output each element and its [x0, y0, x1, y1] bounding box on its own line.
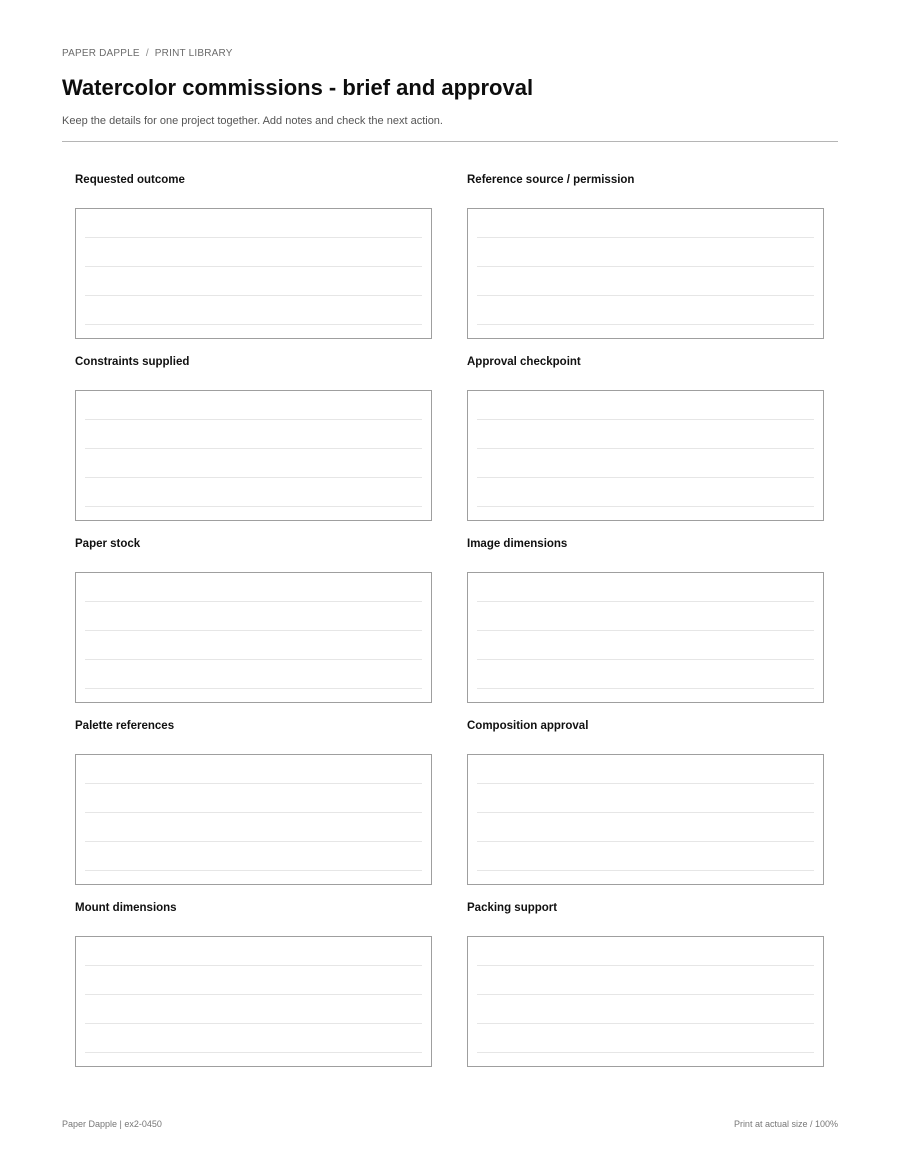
ruled-line [477, 601, 814, 602]
ruled-line [85, 477, 422, 478]
ruled-line [85, 601, 422, 602]
field-label: Requested outcome [75, 174, 185, 186]
ruled-line [85, 870, 422, 871]
ruled-line [477, 295, 814, 296]
field-image-dimensions [467, 537, 827, 551]
ruled-line [477, 266, 814, 267]
ruled-line [85, 659, 422, 660]
ruled-line [85, 1023, 422, 1024]
notes-box[interactable] [75, 208, 432, 339]
ruled-line [477, 419, 814, 420]
notes-box[interactable] [75, 572, 432, 703]
notes-box[interactable] [75, 754, 432, 885]
notes-box[interactable] [467, 390, 824, 521]
field-label: Constraints supplied [75, 356, 190, 368]
breadcrumb-separator: / [145, 48, 149, 59]
ruled-line [85, 266, 422, 267]
field-label: Mount dimensions [75, 902, 177, 914]
field-paper-stock [75, 537, 435, 551]
field-approval-checkpoint [467, 355, 827, 369]
field-reference-source [467, 173, 827, 187]
field-label: Palette references [75, 720, 175, 732]
ruled-line [85, 688, 422, 689]
ruled-line [85, 324, 422, 325]
field-label: Composition approval [467, 720, 589, 732]
field-label: Image dimensions [467, 538, 568, 550]
ruled-line [85, 1052, 422, 1053]
notes-box[interactable] [75, 390, 432, 521]
ruled-line [477, 1052, 814, 1053]
ruled-line [85, 419, 422, 420]
field-label: Reference source / permission [467, 174, 635, 186]
page-subtitle: Keep the details for one project together. Add notes and check the next action. [62, 115, 443, 127]
ruled-line [477, 841, 814, 842]
notes-box[interactable] [467, 754, 824, 885]
breadcrumb-section: PRINT LIBRARY [154, 48, 233, 59]
ruled-line [477, 688, 814, 689]
ruled-line [477, 477, 814, 478]
header-divider [62, 141, 838, 142]
ruled-line [477, 237, 814, 238]
ruled-line [85, 448, 422, 449]
ruled-line [477, 870, 814, 871]
notes-box[interactable] [467, 936, 824, 1067]
ruled-line [85, 506, 422, 507]
breadcrumb [62, 48, 233, 59]
ruled-line [477, 812, 814, 813]
ruled-line [85, 630, 422, 631]
ruled-line [477, 1023, 814, 1024]
field-label: Paper stock [75, 538, 141, 550]
field-palette-references [75, 719, 435, 733]
ruled-line [85, 237, 422, 238]
ruled-line [477, 324, 814, 325]
ruled-line [477, 448, 814, 449]
notes-box[interactable] [75, 936, 432, 1067]
ruled-line [477, 994, 814, 995]
ruled-line [85, 994, 422, 995]
field-label: Packing support [467, 902, 558, 914]
footer-document-id: Paper Dapple | ex2-0450 [62, 1119, 162, 1129]
field-constraints-supplied [75, 355, 435, 369]
field-label: Approval checkpoint [467, 356, 581, 368]
ruled-line [85, 295, 422, 296]
ruled-line [85, 965, 422, 966]
page-title: Watercolor commissions - brief and approval [62, 75, 534, 100]
field-packing-support [467, 901, 827, 915]
footer-print-note: Print at actual size / 100% [733, 1119, 838, 1129]
field-mount-dimensions [75, 901, 435, 915]
ruled-line [477, 506, 814, 507]
field-composition-approval [467, 719, 827, 733]
ruled-line [85, 841, 422, 842]
field-requested-outcome [75, 173, 435, 187]
notes-box[interactable] [467, 208, 824, 339]
breadcrumb-brand: PAPER DAPPLE [62, 48, 140, 59]
notes-box[interactable] [467, 572, 824, 703]
ruled-line [85, 812, 422, 813]
ruled-line [477, 630, 814, 631]
ruled-line [477, 659, 814, 660]
ruled-line [477, 783, 814, 784]
ruled-line [477, 965, 814, 966]
ruled-line [85, 783, 422, 784]
